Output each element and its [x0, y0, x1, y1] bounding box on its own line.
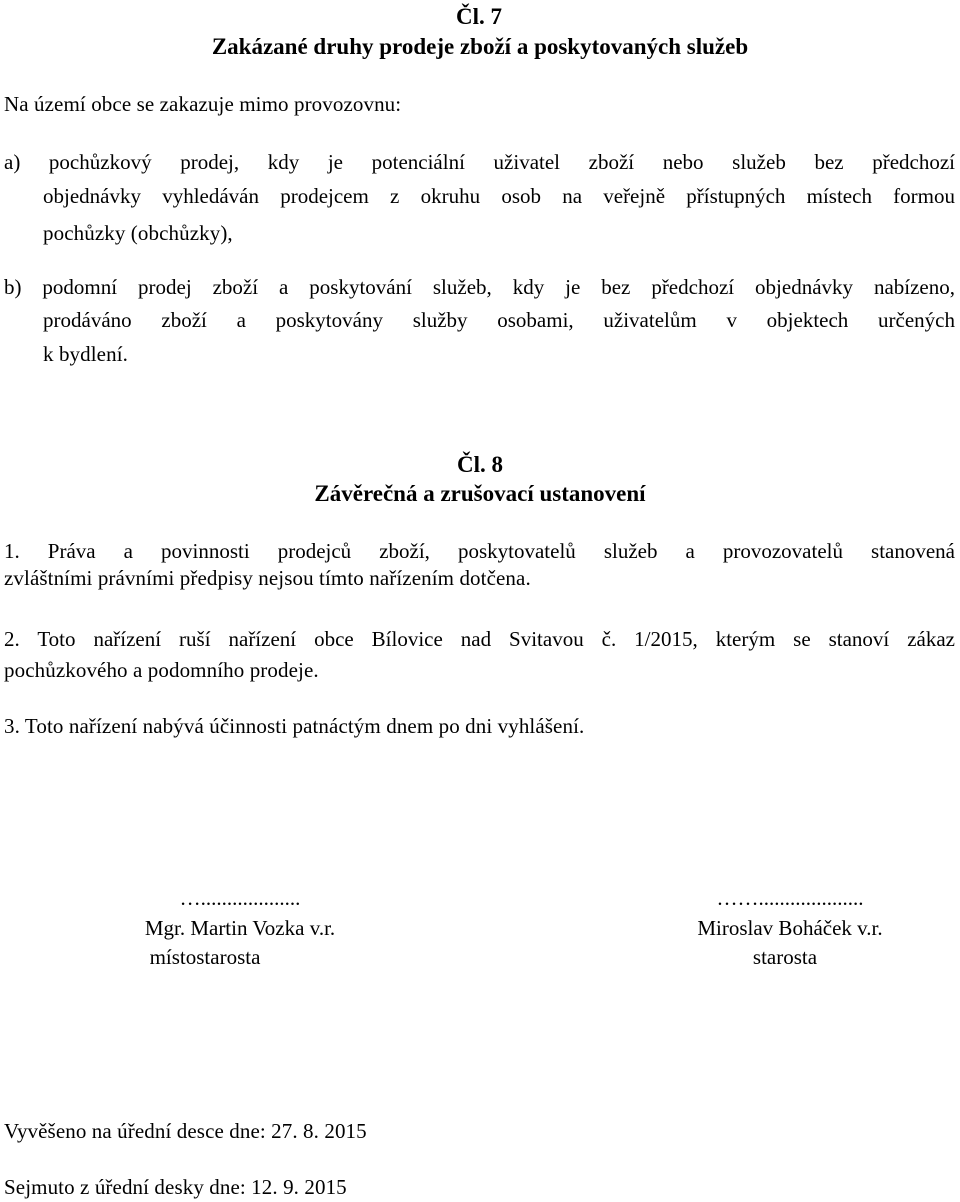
item-a-line1: a) pochůzkový prodej, kdy je potenciální uživatel zboží nebo služeb bez předchozí: [4, 150, 955, 174]
article7-intro: Na území obce se zakazuje mimo provozovnu:: [4, 92, 402, 116]
left-signatory-name: Mgr. Martin Vozka v.r.: [144, 916, 336, 940]
item-b-line3: k bydlení.: [43, 342, 128, 366]
left-signatory-role: místostarosta: [149, 945, 261, 969]
article7-heading: Zakázané druhy prodeje zboží a poskytovaných služeb: [211, 34, 749, 59]
paragraph-1-line1: 1. Práva a povinnosti prodejců zboží, poskytovatelů služeb a provozovatelů stanovená: [4, 539, 955, 563]
right-signature-dots: ……....................: [716, 886, 864, 910]
article8-heading: Závěrečná a zrušovací ustanovení: [314, 481, 646, 506]
right-signatory-name: Miroslav Boháček v.r.: [697, 916, 883, 940]
item-a-line3: pochůzky (obchůzky),: [43, 221, 233, 245]
item-b-line2: prodáváno zboží a poskytovány služby osobami, uživatelům v objektech určených: [43, 308, 955, 332]
right-signatory-role: starosta: [752, 945, 818, 969]
article8-number: Čl. 8: [457, 452, 503, 477]
item-a-line2: objednávky vyhledáván prodejcem z okruhu osob na veřejně přístupných místech formou: [43, 184, 955, 208]
paragraph-3: 3. Toto nařízení nabývá účinnosti patnáctým dnem po dni vyhlášení.: [4, 714, 585, 738]
paragraph-2-line1: 2. Toto nařízení ruší nařízení obce Bílovice nad Svitavou č. 1/2015, kterým se stanoví zákaz: [4, 627, 955, 651]
paragraph-2-line2: pochůzkového a podomního prodeje.: [4, 658, 319, 682]
left-signature-dots: …...................: [179, 886, 301, 910]
item-b-line1: b) podomní prodej zboží a poskytování služeb, kdy je bez předchozí objednávky nabízeno,: [4, 275, 955, 299]
article7-number: Čl. 7: [456, 4, 502, 29]
paragraph-1-line2: zvláštními právními předpisy nejsou tímto nařízením dotčena.: [4, 566, 531, 590]
posted-date: Vyvěšeno na úřední desce dne: 27. 8. 2015: [4, 1119, 367, 1143]
removed-date: Sejmuto z úřední desky dne: 12. 9. 2015: [4, 1175, 347, 1199]
